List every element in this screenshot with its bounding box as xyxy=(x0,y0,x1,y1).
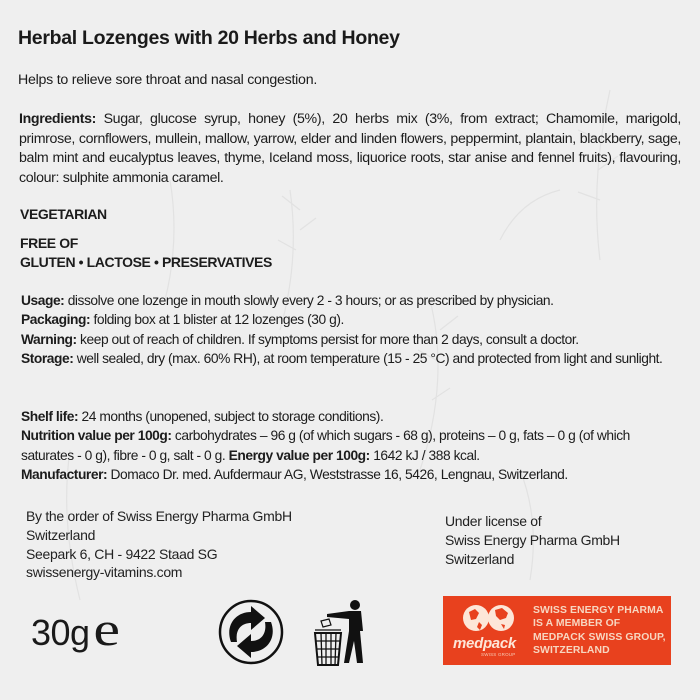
product-title: Herbal Lozenges with 20 Herbs and Honey xyxy=(18,27,400,49)
manufacturer-text: Domaco Dr. med. Aufdermaur AG, Weststrasse 16, 5426, Lengnau, Switzerland. xyxy=(107,467,568,483)
packaging-row xyxy=(21,310,683,329)
info-section xyxy=(21,407,683,485)
manufacturer-label: Manufacturer: xyxy=(21,467,108,483)
warning-text: keep out of reach of children. If symptoms persist for more than 2 days, consult a doctor. xyxy=(76,331,579,347)
energy-label: Energy value per 100g: xyxy=(228,447,370,463)
nutrition-label: Nutrition value per 100g: xyxy=(21,428,172,444)
net-weight xyxy=(31,603,119,656)
vegetarian-claim: VEGETARIAN xyxy=(20,206,107,222)
shelf-life-row xyxy=(21,407,683,426)
shelf-life-text: 24 months (unopened, subject to storage conditions). xyxy=(78,409,384,424)
license-line-1: Under license of xyxy=(445,513,542,529)
usage-label: Usage: xyxy=(21,293,65,308)
nutrition-row xyxy=(21,426,683,465)
shelf-life-label: Shelf life: xyxy=(21,409,79,424)
nutrition-text: carbohydrates – 96 g (of which sugars - 68 g), proteins – 0 g, fats – 0 g (of which saturates - 0 g), fibre - 0 g, salt - 0 g. xyxy=(21,428,630,463)
green-dot-recycle-icon xyxy=(217,598,285,666)
medpack-brand-sub: SWISS GROUP xyxy=(481,652,516,657)
ingredients-section xyxy=(19,110,681,188)
free-of-claims xyxy=(20,234,272,272)
free-of-heading: FREE OF xyxy=(20,235,78,251)
medpack-line-2: IS A MEMBER OF xyxy=(533,618,621,630)
medpack-line-1: SWISS ENERGY PHARMA xyxy=(533,604,664,616)
usage-section xyxy=(21,291,683,369)
manufacturer-row xyxy=(21,465,683,484)
medpack-brand: medpack xyxy=(453,635,516,652)
storage-label: Storage: xyxy=(21,351,74,367)
medpack-badge xyxy=(443,596,671,665)
estimated-sign-icon: e xyxy=(92,603,119,656)
medpack-line-3: MEDPACK SWISS GROUP, xyxy=(533,631,666,643)
free-of-items: GLUTEN • LACTOSE • PRESERVATIVES xyxy=(20,254,272,270)
order-line-2: Switzerland xyxy=(26,526,96,543)
ingredients-text: Sugar, glucose syrup, honey (5%), 20 herbs mix (3%, from extract; Chamomile, marigold, primrose, cornflowers, mullein, mallow, yarrow, elder and linden flowers, peppermint, plantain, blackberry, sage, balm mint and eucalyptus leaves, thyme, Iceland moss, liquorice roots, star anise and fennel fruits), flavouring, colour: sulphite ammonia caramel. xyxy=(19,111,681,186)
net-weight-value: 30g xyxy=(31,612,90,653)
license-line-2: Swiss Energy Pharma GmbH xyxy=(445,531,620,548)
order-line-3: Seepark 6, CH - 9422 Staad SG xyxy=(26,545,218,562)
packaging-text: folding box at 1 blister at 12 lozenges (30 g). xyxy=(90,312,344,328)
warning-row xyxy=(21,330,683,349)
packaging-label: Packaging: xyxy=(21,312,91,328)
ingredients-label: Ingredients: xyxy=(19,111,96,127)
medpack-logo xyxy=(443,596,531,665)
storage-row xyxy=(21,349,683,368)
license-line-3: Switzerland xyxy=(445,550,515,567)
medpack-line-4: SWITZERLAND xyxy=(533,644,610,656)
license-info xyxy=(445,512,620,568)
product-subtitle: Helps to relieve sore throat and nasal congestion. xyxy=(18,72,318,88)
order-website: swissenergy-vitamins.com xyxy=(26,564,183,581)
medpack-text xyxy=(533,604,666,658)
energy-text: 1642 kJ / 388 kcal. xyxy=(369,447,480,463)
usage-text: dissolve one lozenge in mouth slowly every 2 - 3 hours; or as prescribed by physician. xyxy=(64,293,554,308)
storage-text: well sealed, dry (max. 60% RH), at room temperature (15 - 25 °C) and protected from light and sunlight. xyxy=(73,351,663,367)
order-line-1: By the order of Swiss Energy Pharma GmbH xyxy=(26,508,292,524)
order-info xyxy=(26,507,292,582)
warning-label: Warning: xyxy=(21,331,77,347)
usage-row xyxy=(21,291,683,310)
tidyman-dispose-icon xyxy=(307,597,367,667)
